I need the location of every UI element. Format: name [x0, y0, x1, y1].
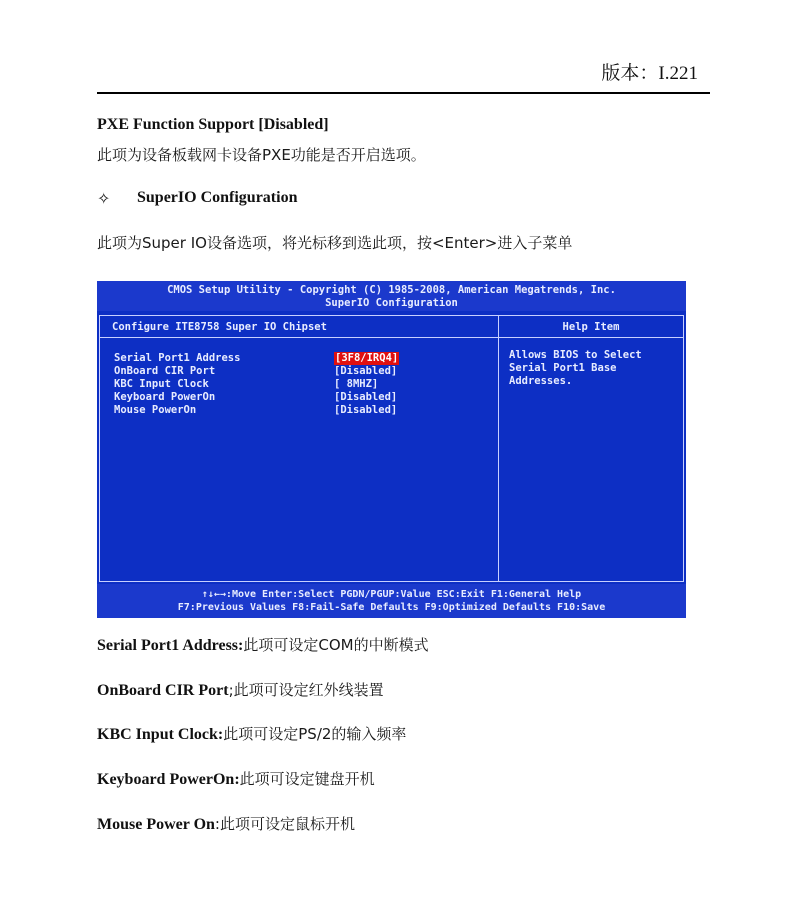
bios-item-value[interactable]: [Disabled] [334, 404, 398, 416]
desc-term: Keyboard PowerOn: [97, 771, 240, 788]
desc-text: :此项可设定鼠标开机 [214, 815, 355, 833]
bios-item-value[interactable]: [ 8MHZ] [334, 378, 379, 390]
desc-text: ;此项可设定红外线装置 [228, 681, 384, 699]
desc-mouse-poweron [97, 813, 355, 834]
desc-text: 此项可设定COM的中断模式 [243, 636, 429, 654]
version-label: 版本：I.221 [601, 63, 698, 84]
help-line: Serial Port1 Base [509, 362, 617, 374]
help-line: Allows BIOS to Select [509, 349, 642, 361]
desc-onboard-cir [97, 679, 384, 700]
help-line: Addresses. [509, 375, 573, 387]
bios-key-legend-line2: F7:Previous Values F8:Fail-Safe Defaults F9:Optimized Defaults F10:Save [177, 602, 606, 613]
desc-term: Serial Port1 Address: [97, 637, 244, 654]
desc-kbc-clock [97, 723, 406, 744]
pxe-title: PXE Function Support [Disabled] [97, 116, 329, 133]
bios-item-label: Mouse PowerOn [114, 404, 197, 416]
bios-panel-heading: Configure ITE8758 Super IO Chipset [100, 316, 498, 338]
desc-keyboard-poweron [97, 768, 375, 789]
diamond-bullet-icon: ✧ [97, 189, 111, 208]
bios-item-label: KBC Input Clock [114, 378, 209, 390]
bios-item-value[interactable]: [Disabled] [334, 391, 398, 403]
desc-text: 此项可设定键盘开机 [239, 770, 375, 788]
pxe-description: 此项为设备板载网卡设备PXE功能是否开启选项。 [97, 146, 426, 164]
desc-serial-port1 [97, 634, 429, 655]
desc-text: 此项可设定PS/2的输入频率 [223, 725, 407, 743]
desc-term: Mouse Power On [97, 816, 215, 833]
bios-item-label: Keyboard PowerOn [114, 391, 216, 403]
bios-item-value[interactable]: [Disabled] [334, 365, 398, 377]
bios-help-panel [498, 315, 684, 582]
bios-item-label: OnBoard CIR Port [114, 365, 216, 377]
bios-key-legend [97, 584, 686, 618]
bios-title-bar [97, 281, 686, 311]
bios-item-value[interactable]: [3F8/IRQ4] [335, 352, 399, 364]
superio-title: SuperIO Configuration [137, 189, 298, 206]
bios-key-legend-line1: ↑↓←→:Move Enter:Select PGDN/PGUP:Value ESC:Exit F1:General Help [201, 589, 582, 600]
bios-copyright: CMOS Setup Utility - Copyright (C) 1985-2008, American Megatrends, Inc. [167, 284, 616, 296]
bios-help-heading: Help Item [499, 316, 683, 338]
bios-screen-title: SuperIO Configuration [325, 297, 458, 309]
desc-term: KBC Input Clock: [97, 726, 224, 743]
superio-description: 此项为Super IO设备选项，将光标移到选此项，按<Enter>进入子菜单 [97, 234, 573, 252]
bios-screenshot [97, 281, 686, 618]
desc-term: OnBoard CIR Port [97, 682, 229, 699]
bios-main-panel [99, 315, 499, 582]
bios-help-text [509, 349, 642, 388]
bios-item-label: Serial Port1 Address [114, 352, 241, 364]
header-divider [97, 92, 710, 94]
